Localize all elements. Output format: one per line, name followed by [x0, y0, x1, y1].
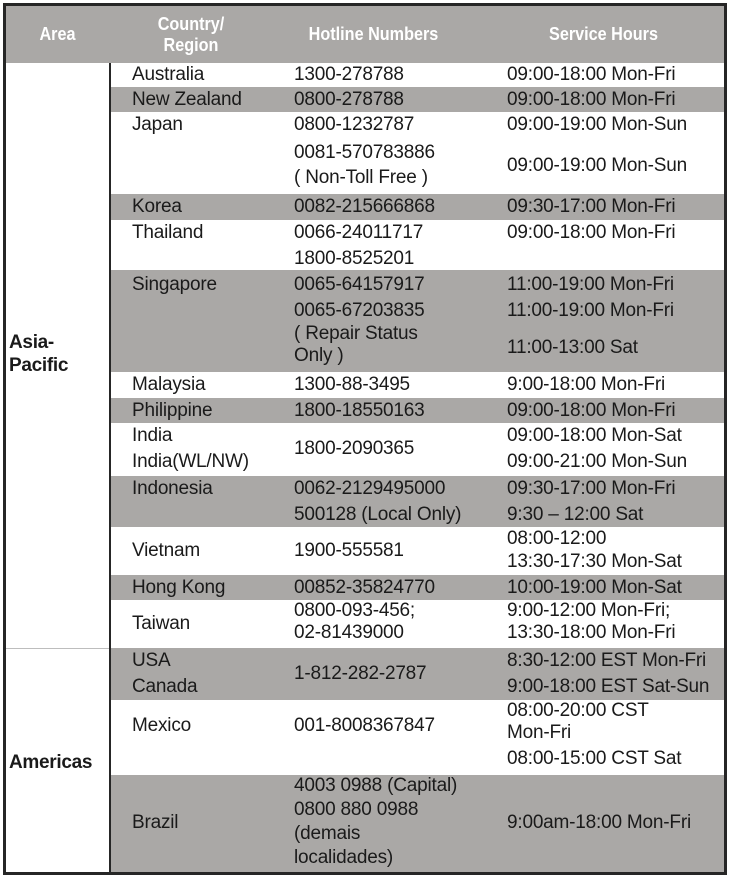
hours-cell	[507, 700, 681, 770]
hotline-cell	[294, 220, 423, 271]
table-row-usa-canada	[111, 648, 724, 700]
country-name: Australia	[132, 64, 205, 85]
table-row-taiwan	[111, 600, 724, 648]
hotline-number: 1800-8525201	[294, 247, 415, 269]
table-row-korea	[111, 194, 724, 220]
header-service-hours	[525, 6, 683, 63]
country-cell	[132, 713, 191, 739]
hours-cell	[507, 194, 675, 220]
table-row-new-zealand	[111, 87, 724, 112]
service-hours: Mon-Fri	[507, 722, 572, 743]
table-row-indonesia	[111, 476, 724, 527]
hours-cell	[507, 600, 675, 644]
hotline-number: 0800-093-456;	[294, 600, 416, 621]
hotline-number: 0081-570783886	[294, 141, 435, 163]
country-cell	[132, 398, 212, 424]
hotline-number: 500128 (Local Only)	[294, 503, 462, 525]
hotline-number: 1-812-282-2787	[294, 663, 427, 684]
hotline-number: 0062-2129495000	[294, 478, 446, 499]
header-area-label: Area	[39, 24, 76, 44]
country-name: Malaysia	[132, 374, 206, 395]
service-hours: 11:00-19:00 Mon-Fri	[507, 299, 674, 321]
country-name: Mexico	[132, 715, 191, 736]
header-country-line1: Country/	[157, 13, 225, 34]
country-cell	[132, 194, 182, 220]
hotline-number: 0800 880 0988	[294, 799, 419, 820]
country-name: Canada	[132, 675, 198, 697]
country-name: Vietnam	[132, 540, 200, 561]
hotline-cell	[294, 372, 410, 398]
area-asia-pacific-line1: Asia-	[9, 332, 54, 353]
country-name: Korea	[132, 196, 182, 217]
country-cell	[132, 220, 203, 246]
table-row-hong-kong	[111, 575, 724, 600]
table-row-japan	[111, 112, 724, 194]
hotline-cell	[294, 436, 414, 462]
country-name: Hong Kong	[132, 577, 226, 598]
hours-cell	[507, 476, 675, 527]
hotline-number: 0066-24011717	[294, 222, 424, 243]
service-hours: 08:00-20:00 CST	[507, 700, 649, 721]
header-area	[11, 6, 104, 63]
hotline-number: 0065-67203835	[294, 299, 425, 321]
table-row-mexico	[111, 700, 724, 775]
service-hours: 09:00-18:00 Mon-Fri	[507, 89, 676, 110]
service-hours: 09:00-18:00 Mon-Fri	[507, 64, 676, 85]
service-hours: 9:00-18:00 Mon-Fri	[507, 374, 665, 395]
hotline-number: 0065-64157917	[294, 274, 425, 295]
table-row-india	[111, 423, 724, 476]
service-hours: 09:00-19:00 Mon-Sun	[507, 114, 687, 135]
country-cell	[132, 648, 197, 699]
hotline-number: 1300-88-3495	[294, 374, 410, 395]
country-cell	[132, 810, 178, 836]
service-hours: 09:30-17:00 Mon-Fri	[507, 196, 676, 217]
hotline-cell	[294, 194, 435, 220]
service-hours: 11:00-13:00 Sat	[507, 337, 638, 358]
country-cell	[132, 87, 242, 113]
country-name: Brazil	[132, 812, 179, 833]
hotline-number: 1800-2090365	[294, 438, 415, 459]
table-row-malaysia	[111, 372, 724, 398]
hours-cell	[507, 220, 675, 246]
area-separator	[6, 648, 109, 649]
hotline-cell	[294, 575, 435, 601]
hotline-cell	[294, 538, 404, 564]
hours-cell	[507, 648, 709, 699]
hotline-cell	[294, 62, 404, 88]
header-hours-label: Service Hours	[549, 24, 658, 44]
hotline-cell	[294, 112, 435, 191]
service-hours: 9:30 – 12:00 Sat	[507, 503, 644, 525]
service-hours: 09:00-21:00 Mon-Sun	[507, 450, 687, 472]
hotline-note: ( Non-Toll Free )	[294, 167, 428, 188]
table-row-singapore	[111, 270, 724, 372]
service-hours: 8:30-12:00 EST Mon-Fri	[507, 650, 707, 671]
hours-cell	[507, 62, 675, 88]
country-name: Philippine	[132, 400, 213, 421]
hotline-number: 00852-35824770	[294, 577, 435, 598]
hours-cell	[507, 527, 682, 573]
hours-cell	[507, 575, 682, 601]
hotline-number: 02-81439000	[294, 622, 404, 643]
country-cell	[132, 372, 205, 398]
hotline-cell	[294, 713, 435, 739]
hours-cell	[507, 87, 675, 113]
header-hotline-label: Hotline Numbers	[308, 24, 439, 44]
table-row-australia	[111, 63, 724, 87]
hotline-number: 1300-278788	[294, 64, 404, 85]
country-name: Singapore	[132, 274, 217, 295]
country-cell	[132, 611, 190, 637]
area-americas	[9, 751, 92, 774]
country-name: India	[132, 425, 173, 446]
hotline-number: 1900-555581	[294, 540, 404, 561]
country-name: New Zealand	[132, 89, 242, 110]
country-cell	[132, 423, 249, 474]
service-hours: 08:00-15:00 CST Sat	[507, 748, 682, 769]
country-cell	[132, 476, 213, 502]
hours-cell	[507, 810, 691, 836]
hotline-number: 1800-18550163	[294, 400, 425, 421]
hotline-cell	[294, 272, 425, 367]
hours-cell	[507, 272, 674, 361]
country-name: Taiwan	[132, 613, 190, 634]
hours-cell	[507, 398, 675, 424]
hotline-number: 0800-278788	[294, 89, 404, 110]
service-hours: 09:00-18:00 Mon-Fri	[507, 222, 676, 243]
country-name: Indonesia	[132, 478, 213, 499]
table-row-vietnam	[111, 527, 724, 575]
service-hours: 09:30-17:00 Mon-Fri	[507, 478, 676, 499]
header-hotline-numbers	[295, 6, 453, 63]
table-header	[6, 6, 724, 63]
hotline-number: 0800-1232787	[294, 114, 415, 135]
service-hours: 13:30-18:00 Mon-Fri	[507, 622, 676, 643]
service-hours: 09:00-18:00 Mon-Sat	[507, 425, 682, 446]
hours-cell	[507, 423, 687, 474]
hotline-number: 001-8008367847	[294, 715, 435, 736]
country-name: India(WL/NW)	[132, 450, 249, 472]
hotline-cell	[294, 774, 457, 870]
country-name: USA	[132, 650, 171, 671]
hotline-note: Only )	[294, 345, 344, 366]
header-country-region	[137, 6, 245, 63]
area-asia-pacific	[9, 331, 68, 377]
service-hours: 13:30-17:30 Mon-Sat	[507, 551, 682, 572]
hours-cell	[507, 112, 687, 178]
area-americas-line1: Americas	[9, 752, 93, 773]
country-cell	[132, 575, 225, 601]
header-country-line2: Region	[163, 34, 219, 55]
support-hotline-table	[3, 3, 727, 875]
service-hours: 08:00-12:00	[507, 528, 607, 549]
service-hours: 11:00-19:00 Mon-Fri	[507, 274, 674, 295]
table-row-philippine	[111, 398, 724, 423]
hotline-number: 0082-215666868	[294, 196, 435, 217]
hotline-note: ( Repair Status	[294, 323, 418, 344]
hotline-cell	[294, 398, 425, 424]
country-cell	[132, 62, 204, 88]
hotline-note: (demais	[294, 823, 361, 844]
service-hours: 10:00-19:00 Mon-Sat	[507, 577, 682, 598]
country-cell	[132, 538, 200, 564]
hotline-note: localidades)	[294, 847, 393, 868]
hotline-cell	[294, 661, 426, 687]
service-hours: 9:00am-18:00 Mon-Fri	[507, 812, 691, 833]
service-hours: 9:00-12:00 Mon-Fri;	[507, 600, 671, 621]
country-cell	[132, 112, 183, 138]
service-hours: 09:00-19:00 Mon-Sun	[507, 154, 687, 176]
table-row-thailand	[111, 220, 724, 270]
area-asia-pacific-line2: Pacific	[9, 355, 69, 376]
hotline-cell	[294, 87, 404, 113]
hotline-cell	[294, 600, 415, 644]
country-name: Japan	[132, 114, 183, 135]
hotline-cell	[294, 476, 461, 527]
hours-cell	[507, 372, 665, 398]
table-row-brazil	[111, 775, 724, 872]
country-name: Thailand	[132, 222, 204, 243]
service-hours: 9:00-18:00 EST Sat-Sun	[507, 675, 710, 697]
hotline-number: 4003 0988 (Capital)	[294, 775, 458, 796]
country-cell	[132, 272, 217, 298]
service-hours: 09:00-18:00 Mon-Fri	[507, 400, 676, 421]
